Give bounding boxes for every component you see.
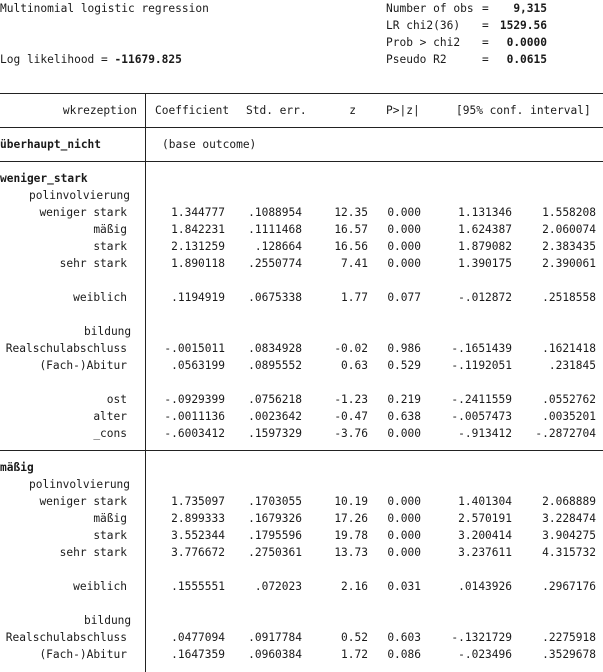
table-cell: 16.56 (334, 240, 368, 253)
table-cell: 17.26 (334, 512, 368, 525)
stat-value: 0.0000 (506, 36, 547, 49)
table-cell: 0.086 (387, 648, 421, 661)
variable-group-label: polinvolvierung (29, 189, 131, 202)
table-cell: 2.390061 (542, 257, 596, 270)
table-cell: -.6003412 (164, 427, 225, 440)
table-cell: -.913412 (458, 427, 512, 440)
variable-label: (Fach-)Abitur (39, 648, 127, 661)
table-cell: -.1192051 (451, 359, 512, 372)
table-cell: 0.031 (387, 580, 421, 593)
column-header: Std. err. (246, 104, 307, 117)
table-cell: -.012872 (458, 291, 512, 304)
table-cell: 4.315732 (542, 546, 596, 559)
table-cell: .0917784 (248, 631, 302, 644)
base-outcome-name: überhaupt_nicht (0, 138, 102, 151)
table-cell: 3.228474 (542, 512, 596, 525)
table-cell: 3.200414 (458, 529, 512, 542)
variable-group-label: polinvolvierung (29, 478, 131, 491)
table-cell: 0.000 (387, 427, 421, 440)
stat-equals: = (482, 2, 489, 15)
table-cell: .2550774 (248, 257, 302, 270)
table-cell: 2.899333 (171, 512, 225, 525)
variable-label: stark (93, 240, 127, 253)
table-cell: -.1321729 (451, 631, 512, 644)
table-cell: 1.624387 (458, 223, 512, 236)
table-cell: 2.068889 (542, 495, 596, 508)
table-cell: .0023642 (248, 410, 302, 423)
variable-label: mäßig (93, 512, 127, 525)
table-cell: 0.63 (341, 359, 368, 372)
table-cell: -.1651439 (451, 342, 512, 355)
table-cell: 16.57 (334, 223, 368, 236)
table-cell: .0563199 (171, 359, 225, 372)
output-title: Multinomial logistic regression (0, 2, 209, 15)
table-cell: 0.000 (387, 257, 421, 270)
table-cell: -.0929399 (164, 393, 225, 406)
base-outcome-rule (0, 161, 603, 162)
table-cell: 12.35 (334, 206, 368, 219)
variable-label: mäßig (93, 223, 127, 236)
table-cell: 0.986 (387, 342, 421, 355)
table-cell: 1.890118 (171, 257, 225, 270)
table-cell: .072023 (254, 580, 302, 593)
table-cell: -0.02 (334, 342, 368, 355)
table-cell: 1.390175 (458, 257, 512, 270)
table-cell: 1.131346 (458, 206, 512, 219)
table-cell: .0143926 (458, 580, 512, 593)
stat-value: 1529.56 (499, 19, 547, 32)
table-cell: 2.16 (341, 580, 368, 593)
table-cell: .128664 (254, 240, 302, 253)
table-cell: .0675338 (248, 291, 302, 304)
table-cell: .1795596 (248, 529, 302, 542)
table-cell: .1703055 (248, 495, 302, 508)
table-cell: 0.000 (387, 206, 421, 219)
log-likelihood (0, 51, 182, 68)
table-cell: 0.000 (387, 240, 421, 253)
table-cell: 0.219 (387, 393, 421, 406)
table-cell: -.2872704 (535, 427, 596, 440)
table-cell: 0.52 (341, 631, 368, 644)
table-cell: 2.131259 (171, 240, 225, 253)
table-cell: 1.735097 (171, 495, 225, 508)
table-cell: -.2411559 (451, 393, 512, 406)
table-cell: -.0015011 (164, 342, 225, 355)
table-cell: .1555551 (171, 580, 225, 593)
table-cell: .231845 (548, 359, 596, 372)
table-cell: 0.000 (387, 529, 421, 542)
stat-value: 0.0615 (506, 53, 547, 66)
table-cell: 0.000 (387, 512, 421, 525)
table-cell: 0.529 (387, 359, 421, 372)
table-cell: .1088954 (248, 206, 302, 219)
header-rule (0, 127, 603, 128)
table-top-rule (0, 93, 603, 94)
variable-label: weiblich (73, 580, 127, 593)
table-cell: 2.383435 (542, 240, 596, 253)
table-cell: 19.78 (334, 529, 368, 542)
variable-label: sehr stark (59, 257, 127, 270)
table-cell: 0.603 (387, 631, 421, 644)
table-cell: 1.77 (341, 291, 368, 304)
variable-label: sehr stark (59, 546, 127, 559)
variable-label: ost (106, 393, 127, 406)
table-cell: .0035201 (542, 410, 596, 423)
table-cell: .1194919 (171, 291, 225, 304)
table-cell: .0552762 (542, 393, 596, 406)
table-cell: 10.19 (334, 495, 368, 508)
stat-label: Pseudo R2 (386, 53, 447, 66)
stat-label: Prob > chi2 (386, 36, 461, 49)
stat-equals: = (482, 19, 489, 32)
table-cell: .0895552 (248, 359, 302, 372)
table-cell: .2967176 (542, 580, 596, 593)
log-likelihood-value: -11679.825 (114, 53, 182, 66)
base-outcome-note: (base outcome) (162, 138, 257, 151)
table-cell: .2750361 (248, 546, 302, 559)
table-cell: .0477094 (171, 631, 225, 644)
stat-equals: = (482, 36, 489, 49)
table-cell: .1679326 (248, 512, 302, 525)
table-cell: .3529678 (542, 648, 596, 661)
table-cell: 3.904275 (542, 529, 596, 542)
table-cell: 1.401304 (458, 495, 512, 508)
table-cell: 1.842231 (171, 223, 225, 236)
outcome-name: weniger_stark (0, 172, 88, 185)
table-cell: 1.344777 (171, 206, 225, 219)
table-cell: 0.638 (387, 410, 421, 423)
table-cell: 3.237611 (458, 546, 512, 559)
variable-label: _cons (93, 427, 127, 440)
variable-label: Realschulabschluss (5, 342, 127, 355)
table-cell: .1111468 (248, 223, 302, 236)
variable-group-label: bildung (84, 614, 132, 627)
table-cell: .1621418 (542, 342, 596, 355)
stat-equals: = (482, 53, 489, 66)
table-cell: 1.72 (341, 648, 368, 661)
table-cell: 0.000 (387, 223, 421, 236)
stat-label: Number of obs (386, 2, 474, 15)
table-cell: .0834928 (248, 342, 302, 355)
table-cell: 0.000 (387, 495, 421, 508)
table-cell: .1597329 (248, 427, 302, 440)
table-cell: 3.552344 (171, 529, 225, 542)
variable-group-label: bildung (84, 325, 132, 338)
table-cell: -1.23 (334, 393, 368, 406)
variable-label: alter (93, 410, 127, 423)
table-cell: .1647359 (171, 648, 225, 661)
variable-label: weniger stark (39, 495, 127, 508)
table-cell: 7.41 (341, 257, 368, 270)
depvar-header: wkrezeption (62, 104, 137, 117)
table-cell: 1.558208 (542, 206, 596, 219)
stat-label: LR chi2(36) (386, 19, 461, 32)
table-cell: 2.060074 (542, 223, 596, 236)
table-cell: .0960384 (248, 648, 302, 661)
outcome-name: mäßig (0, 461, 34, 474)
table-cell: -0.47 (334, 410, 368, 423)
variable-label: (Fach-)Abitur (39, 359, 127, 372)
column-header: P>|z| (386, 104, 420, 117)
table-cell: .0756218 (248, 393, 302, 406)
stat-value: 9,315 (513, 2, 547, 15)
column-header: [95% conf. interval] (456, 104, 591, 117)
table-cell: 3.776672 (171, 546, 225, 559)
table-cell: 13.73 (334, 546, 368, 559)
table-cell: -.0057473 (451, 410, 512, 423)
variable-label: stark (93, 529, 127, 542)
column-header: Coefficient (155, 104, 230, 117)
table-cell: 0.077 (387, 291, 421, 304)
table-cell: 1.879082 (458, 240, 512, 253)
variable-label: Realschulabschluss (5, 631, 127, 644)
table-cell: 2.570191 (458, 512, 512, 525)
table-cell: 0.000 (387, 546, 421, 559)
table-cell: -.0011136 (164, 410, 225, 423)
column-header: z (349, 104, 356, 117)
variable-label: weiblich (73, 291, 127, 304)
table-cell: .2275918 (542, 631, 596, 644)
table-cell: -.023496 (458, 648, 512, 661)
table-cell: .2518558 (542, 291, 596, 304)
log-likelihood-label: Log likelihood = (0, 53, 115, 66)
variable-label: weniger stark (39, 206, 127, 219)
outcome-separator-rule (0, 450, 603, 451)
table-cell: -3.76 (334, 427, 368, 440)
